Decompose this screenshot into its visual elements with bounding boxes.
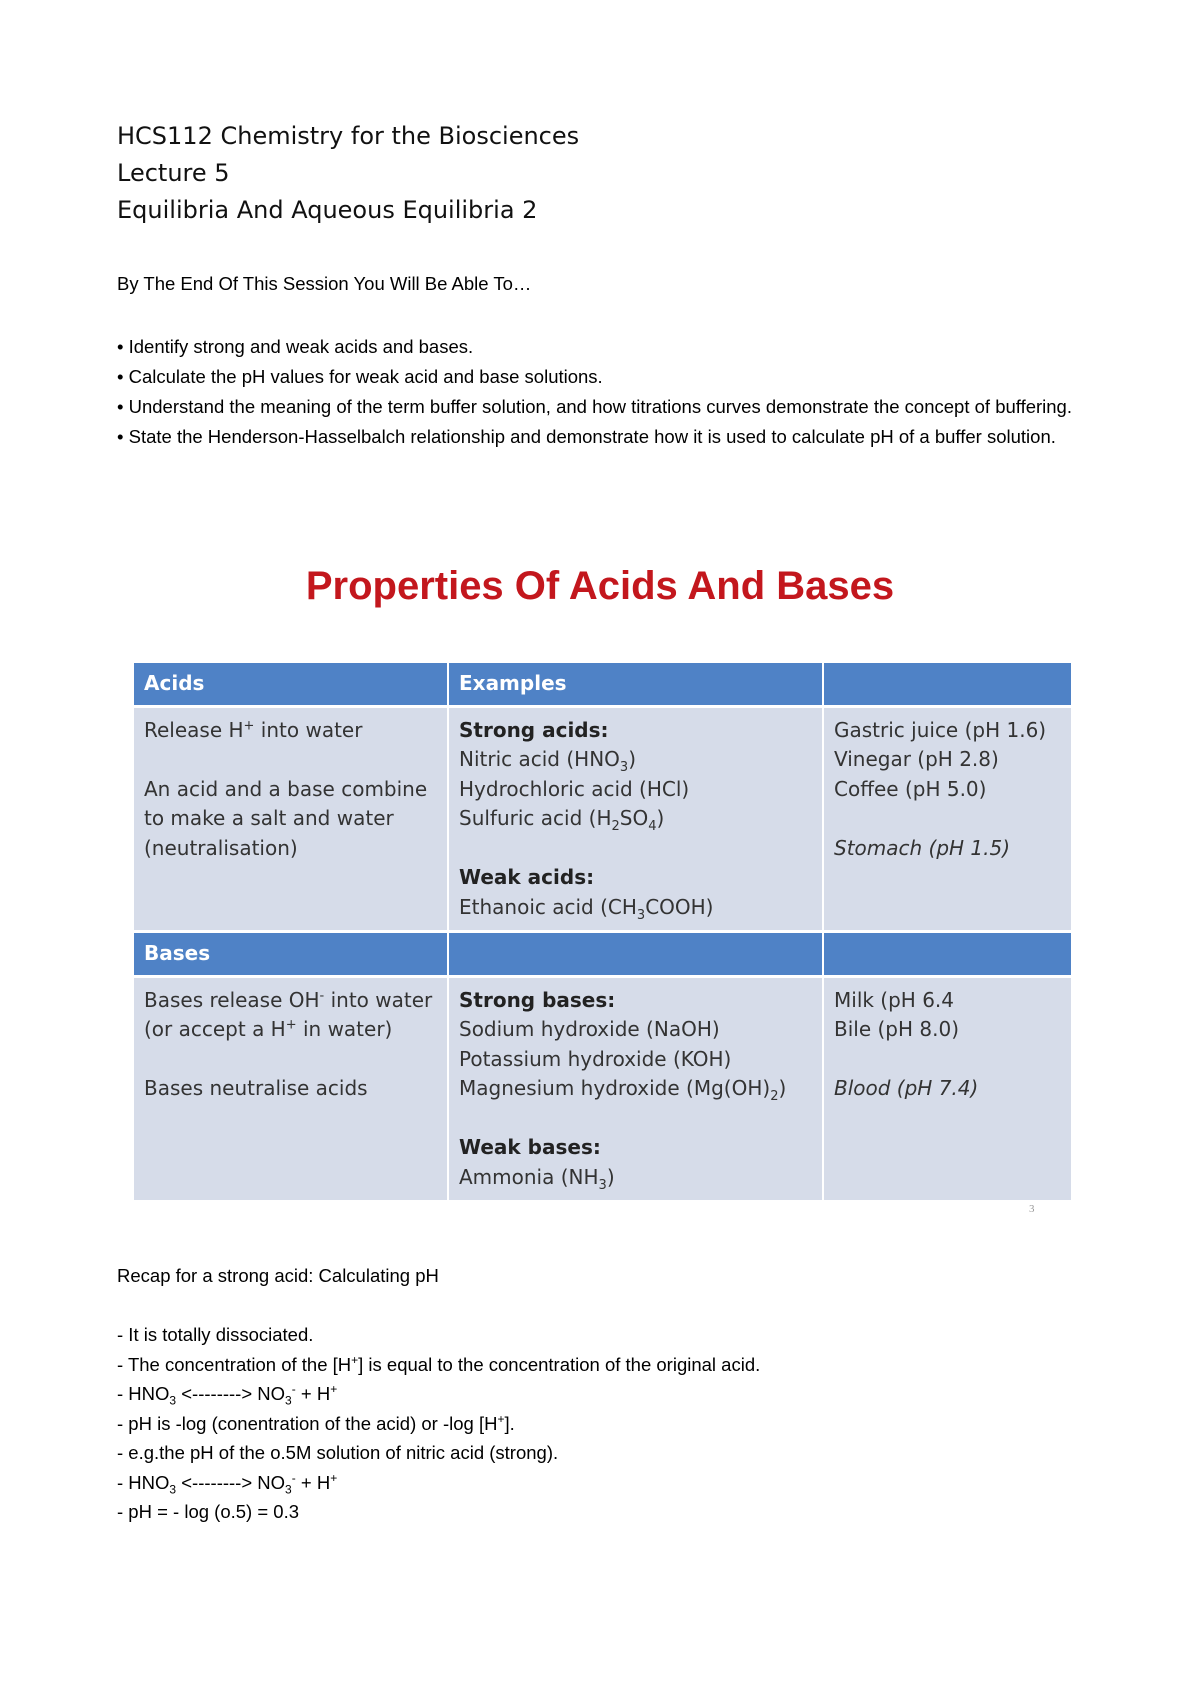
acids-bases-table bbox=[132, 660, 1073, 1203]
strong-acids-label: Strong acids: bbox=[459, 717, 609, 742]
recap-line: - It is totally dissociated. bbox=[117, 1324, 314, 1345]
bases-examples bbox=[449, 978, 822, 1201]
strong-acid: Hydrochloric acid (HCl) bbox=[459, 776, 690, 801]
strong-base: Magnesium hydroxide $(Mg(OH)_2)$ bbox=[459, 1076, 787, 1104]
recap-line: - e.g.the pH of the o.5M solution of nitric acid (strong). bbox=[117, 1442, 559, 1463]
base-property: Bases neutralise acids bbox=[144, 1076, 368, 1100]
weak-acid: Ethanoic acid $(CH_3COOH)$ bbox=[459, 894, 714, 923]
document-header bbox=[117, 118, 579, 229]
strong-base: Potassium hydroxide (KOH) bbox=[459, 1046, 732, 1071]
base-example: Milk (pH 6.4 bbox=[834, 987, 955, 1012]
acids-examples bbox=[449, 708, 822, 931]
header-cell: Examples bbox=[449, 663, 822, 705]
bases-header-row bbox=[134, 933, 1071, 975]
acids-everyday-examples bbox=[824, 708, 1071, 931]
bases-everyday-examples bbox=[824, 978, 1071, 1201]
strong-acid: Sulfuric acid $(H_2SO_4)$ bbox=[459, 806, 665, 834]
weak-bases-label: Weak bases: bbox=[459, 1135, 601, 1159]
acids-description bbox=[134, 708, 447, 931]
acid-example: Gastric juice (pH 1.6) bbox=[834, 717, 1047, 742]
header-cell bbox=[824, 663, 1071, 705]
acid-example: Coffee (pH 5.0) bbox=[834, 776, 987, 801]
objective-item: • Calculate the pH values for weak acid and base solutions. bbox=[117, 366, 603, 387]
objective-item: • Understand the meaning of the term buffer solution, and how titrations curves demonstrate the concept of buffering. bbox=[117, 396, 1072, 417]
base-example: Blood (pH 7.4) bbox=[834, 1076, 979, 1100]
lecture-number: Lecture 5 bbox=[117, 159, 230, 187]
header-cell: Bases bbox=[134, 933, 447, 975]
dissociation-equation: - $HNO_3$ <--------> $NO_3^- + H^+$ bbox=[117, 1381, 338, 1408]
header-cell bbox=[824, 933, 1071, 975]
acid-example: Stomach (pH 1.5) bbox=[834, 835, 1011, 860]
recap-line: - The concentration of the [H+] is equal to the concentration of the original acid. bbox=[117, 1352, 761, 1375]
acid-property: An acid and a base combine to make a salt and water (neutralisation) bbox=[144, 776, 428, 860]
acids-header-row bbox=[134, 663, 1071, 705]
recap-lines bbox=[117, 1320, 1097, 1527]
dissociation-equation: - $HNO_3$ <--------> $NO_3^- + H^+$ bbox=[117, 1470, 338, 1497]
acids-row bbox=[134, 708, 1071, 931]
objectives-list bbox=[117, 332, 1097, 452]
recap-line: - pH is -log (conentration of the acid) or -log [H+]. bbox=[117, 1411, 515, 1434]
base-property: (or accept a H+ in water) bbox=[144, 1017, 393, 1041]
objectives-lead: By The End Of This Session You Will Be Able To… bbox=[117, 273, 532, 294]
acid-example: Vinegar (pH 2.8) bbox=[834, 747, 999, 771]
base-property: Bases release OH- into water bbox=[144, 987, 433, 1012]
recap-heading: Recap for a strong acid: Calculating pH bbox=[117, 1265, 439, 1286]
slide-title: Properties Of Acids And Bases bbox=[305, 564, 895, 608]
recap-line: - pH = - log (o.5) = 0.3 bbox=[117, 1501, 300, 1522]
weak-base: Ammonia $(NH_3)$ bbox=[459, 1164, 615, 1193]
header-cell bbox=[449, 933, 822, 975]
acid-property: Release H+ into water bbox=[144, 717, 363, 742]
lecture-topic: Equilibria And Aqueous Equilibria 2 bbox=[117, 196, 538, 224]
bases-row bbox=[134, 978, 1071, 1201]
objective-item: • State the Henderson-Hasselbalch relationship and demonstrate how it is used to calculate pH of a buffer solution. bbox=[117, 426, 1056, 447]
header-cell: Acids bbox=[134, 663, 447, 705]
learning-objectives bbox=[117, 270, 1097, 452]
strong-base: Sodium hydroxide (NaOH) bbox=[459, 1017, 720, 1041]
objective-item: • Identify strong and weak acids and bases. bbox=[117, 336, 474, 357]
recap-section bbox=[117, 1262, 1097, 1527]
base-example: Bile (pH 8.0) bbox=[834, 1017, 959, 1041]
slide-number: 3 bbox=[1029, 1203, 1035, 1215]
course-title: HCS112 Chemistry for the Biosciences bbox=[117, 122, 580, 150]
weak-acids-label: Weak acids: bbox=[459, 865, 595, 889]
strong-acid: Nitric acid $(HNO_3)$ bbox=[459, 747, 636, 775]
strong-bases-label: Strong bases: bbox=[459, 987, 616, 1012]
bases-description bbox=[134, 978, 447, 1201]
